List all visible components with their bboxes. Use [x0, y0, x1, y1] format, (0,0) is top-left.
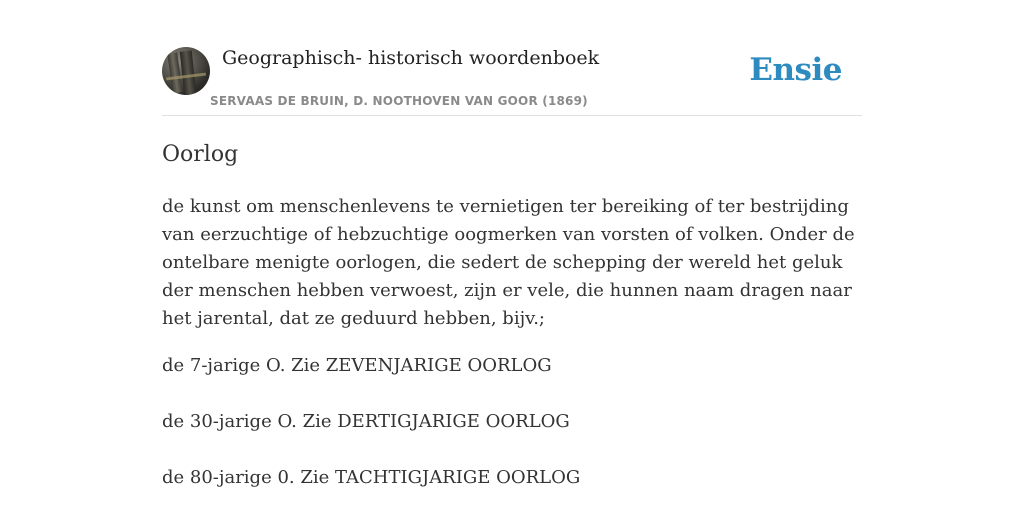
reference-item: de 80-jarige 0. Zie TACHTIGJARIGE OORLOG [162, 467, 581, 488]
ensie-logo-link[interactable]: Ensie [749, 52, 842, 88]
reference-item: de 7-jarige O. Zie ZEVENJARIGE OORLOG [162, 355, 552, 376]
page-container [162, 0, 862, 488]
dictionary-header [162, 0, 862, 116]
dictionary-avatar[interactable] [162, 47, 210, 95]
reference-list [162, 352, 862, 520]
reference-item: de 30-jarige O. Zie DERTIGJARIGE OORLOG [162, 411, 570, 432]
entry-definition: de kunst om menschenlevens te vernietigen ter bereiking of ter bestrijding van eerzuchtige of hebzuchtige oogmerken van vorsten of volken. Onder de ontelbare menigte oorlogen, die sedert de schepping der wereld het geluk der menschen hebben verwoest, zijn er vele, die hunnen naam dragen naar het jarental, dat ze geduurd hebben, bijv.; [162, 196, 855, 329]
entry-title: Oorlog [162, 142, 239, 167]
dictionary-authors: SERVAAS DE BRUIN, D. NOOTHOVEN VAN GOOR (1869) [210, 94, 588, 108]
dictionary-title-link[interactable]: Geographisch- historisch woordenboek [222, 47, 600, 69]
